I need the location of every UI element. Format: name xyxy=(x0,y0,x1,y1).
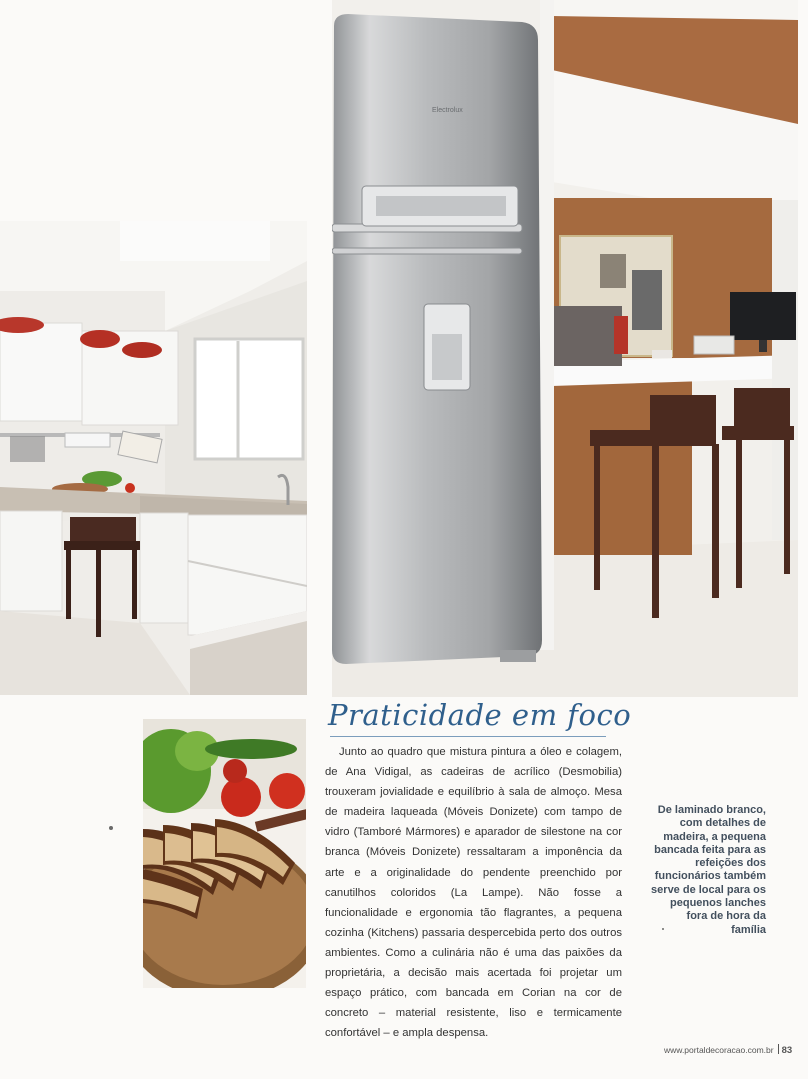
photo-caption: De laminado branco, com detalhes de madeira, a pequena bancada feita para as refeições dos funcionários também serve de local para os pequenos lanches fora de hora da família xyxy=(651,804,766,936)
page-number: 83 xyxy=(781,1045,793,1056)
photo-small-kitchen xyxy=(0,221,307,695)
footer-separator xyxy=(778,1044,779,1054)
photo-kitchen-fridge xyxy=(332,0,798,697)
photo-bread-board xyxy=(143,719,306,988)
article-headline: Praticidade em foco xyxy=(328,698,632,732)
fridge-brand-text: Electrolux xyxy=(432,107,463,114)
decorative-dot xyxy=(109,826,113,830)
headline-underline xyxy=(330,736,606,737)
page-footer xyxy=(664,1044,792,1056)
footer-url: www.portaldecoracao.com.br xyxy=(664,1045,774,1055)
article-body xyxy=(325,742,622,1043)
article-paragraph: Junto ao quadro que mistura pintura a óleo e colagem, de Ana Vidigal, as cadeiras de acrílico (Desmobilia) trouxeram jovialidade e equilíbrio à sala de almoço. Mesa de madeira laqueada (Móveis Donizete) com tampo de vidro (Tamboré Mármores) e aparador de silestone na cor branca (Móveis Donizete) ressaltaram a imponência da arte e a originalidade do pendente preenchido por canutilhos coloridos (La Lampe). Não fosse a funcionalidade e ergonomia tão flagrantes, a pequena cozinha (Kitchens) passaria despercebida perto dos outros ambientes. Como a culinária não é uma das paixões da proprietária, a decisão mais acertada foi projetar um espaço prático, com bancada em Corian na cor de concreto – material resistente, liso e termicamente confortável – e ampla despensa. xyxy=(325,746,622,1040)
